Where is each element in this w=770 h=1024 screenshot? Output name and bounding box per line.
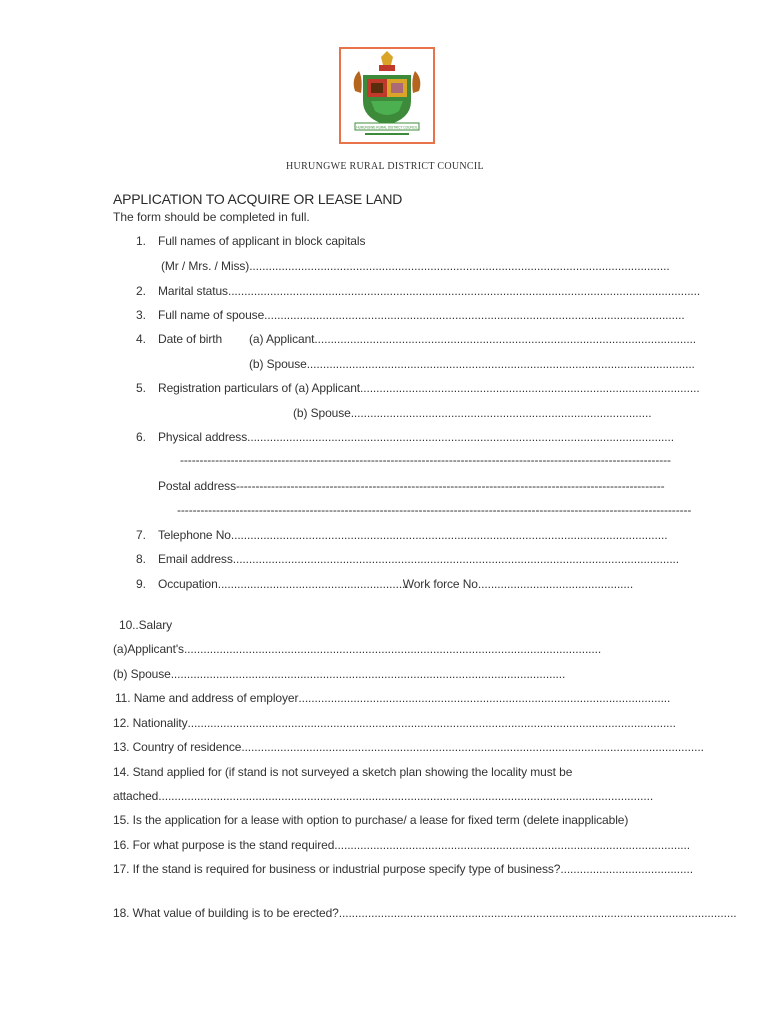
q5b-label: (b) Spouse bbox=[293, 406, 351, 420]
q9-occupation-field[interactable]: Occupation...........................................................Work force No................................................ bbox=[158, 577, 634, 591]
item-number: 4. bbox=[136, 332, 147, 346]
q6-physical-address-line2[interactable]: ------------------------------------------------------------------------------------------------------------------------------ bbox=[180, 453, 671, 467]
q2-label: Marital status bbox=[158, 284, 228, 298]
item-number: 1. bbox=[136, 234, 147, 248]
q13-label: 13. Country of residence bbox=[113, 740, 242, 754]
q16-purpose-field[interactable]: 16. For what purpose is the stand required.............................................................................................................. bbox=[113, 838, 691, 852]
council-crest-logo bbox=[339, 47, 435, 144]
q18-label: 18. What value of building is to be erected? bbox=[113, 906, 339, 920]
q14-stand-field[interactable]: attached......................................................................................................................................................... bbox=[113, 789, 654, 803]
q9b-label: Work force No bbox=[402, 577, 478, 591]
q11-employer-field[interactable]: 11. Name and address of employer................................................................................................................... bbox=[115, 691, 671, 705]
q4b-spouse-dob-field[interactable]: (b) Spouse........................................................................................................................ bbox=[249, 357, 695, 371]
q10a-label: (a)Applicant's bbox=[113, 642, 184, 656]
q4b-label: (b) Spouse bbox=[249, 357, 307, 371]
q6-postal-address-line2[interactable]: ------------------------------------------------------------------------------------------------------------------------------------ bbox=[177, 503, 692, 517]
q1-name-field[interactable]: (Mr / Mrs. / Miss).................................................................................................................................. bbox=[161, 259, 670, 273]
q17-label: 17. If the stand is required for business or industrial purpose specify type of business? bbox=[113, 862, 561, 876]
q10a-applicant-salary-field[interactable]: (a)Applicant's................................................................................................................................. bbox=[113, 642, 602, 656]
item-number: 7. bbox=[136, 528, 147, 542]
q4a-label: (a) Applicant bbox=[249, 332, 315, 346]
crest-motto: HURUNGWE RURAL DISTRICT COUNCIL bbox=[356, 125, 418, 130]
q10-label: 10..Salary bbox=[119, 618, 173, 632]
q1-title-options: (Mr / Mrs. / Miss) bbox=[161, 259, 250, 273]
q11-label: 11. Name and address of employer bbox=[115, 691, 299, 705]
q6-physical-address-field[interactable]: Physical address.................................................................................................................................... bbox=[158, 430, 674, 444]
q7-telephone-field[interactable]: Telephone No....................................................................................................................................... bbox=[158, 528, 668, 542]
council-name: HURUNGWE RURAL DISTRICT COUNCIL bbox=[286, 161, 484, 172]
q6-postal-label: Postal address bbox=[158, 479, 236, 493]
coat-of-arms-icon bbox=[341, 49, 433, 142]
q7-label: Telephone No bbox=[158, 528, 231, 542]
q10b-label: (b) Spouse bbox=[113, 667, 171, 681]
q6-postal-address-field[interactable]: Postal address-------------------------------------------------------------------------------------------------------------- bbox=[158, 479, 665, 493]
q13-country-field[interactable]: 13. Country of residence............................................................................................................................................... bbox=[113, 740, 704, 754]
q6-label: Physical address bbox=[158, 430, 248, 444]
q3-spouse-name-field[interactable]: Full name of spouse.................................................................................................................................. bbox=[158, 308, 685, 322]
item-number: 9. bbox=[136, 577, 147, 591]
q8-email-field[interactable]: Email address.......................................................................................................................................... bbox=[158, 552, 680, 566]
item-number: 3. bbox=[136, 308, 147, 322]
q4a-applicant-dob-field[interactable]: (a) Applicant...................................................................................................................... bbox=[249, 332, 697, 346]
q5a-registration-applicant-field[interactable]: Registration particulars of (a) Applicant......................................................................................................... bbox=[158, 381, 700, 395]
item-number: 8. bbox=[136, 552, 147, 566]
q4-label: Date of birth bbox=[158, 332, 223, 346]
q5-label: Registration particulars of (a) Applicant bbox=[158, 381, 360, 395]
q16-label: 16. For what purpose is the stand required bbox=[113, 838, 335, 852]
q10b-spouse-salary-field[interactable]: (b) Spouse.......................................................................................................................... bbox=[113, 667, 566, 681]
q14-label: 14. Stand applied for (if stand is not surveyed a sketch plan showing the locality must be bbox=[113, 765, 573, 779]
q15-lease-type-label[interactable]: 15. Is the application for a lease with option to purchase/ a lease for fixed term (delete inapplicable) bbox=[113, 813, 629, 827]
q17-business-type-field[interactable]: 17. If the stand is required for business or industrial purpose specify type of business?......................................... bbox=[113, 862, 693, 876]
item-number: 5. bbox=[136, 381, 147, 395]
q8-label: Email address bbox=[158, 552, 233, 566]
q5b-registration-spouse-field[interactable]: (b) Spouse............................................................................................. bbox=[293, 406, 652, 420]
q9-label: Occupation bbox=[158, 577, 218, 591]
form-subtitle: The form should be completed in full. bbox=[113, 210, 310, 224]
q3-label: Full name of spouse bbox=[158, 308, 265, 322]
q12-nationality-field[interactable]: 12. Nationality....................................................................................................................................................... bbox=[113, 716, 676, 730]
form-title: APPLICATION TO ACQUIRE OR LEASE LAND bbox=[113, 191, 403, 207]
q12-label: 12. Nationality bbox=[113, 716, 188, 730]
q14b-label: attached bbox=[113, 789, 159, 803]
q18-building-value-field[interactable]: 18. What value of building is to be erected?........................................................................................................................... bbox=[113, 906, 737, 920]
item-number: 2. bbox=[136, 284, 147, 298]
q1-label: Full names of applicant in block capitals bbox=[158, 234, 366, 248]
item-number: 6. bbox=[136, 430, 147, 444]
q2-marital-status-field[interactable]: Marital status.................................................................................................................................................. bbox=[158, 284, 701, 298]
